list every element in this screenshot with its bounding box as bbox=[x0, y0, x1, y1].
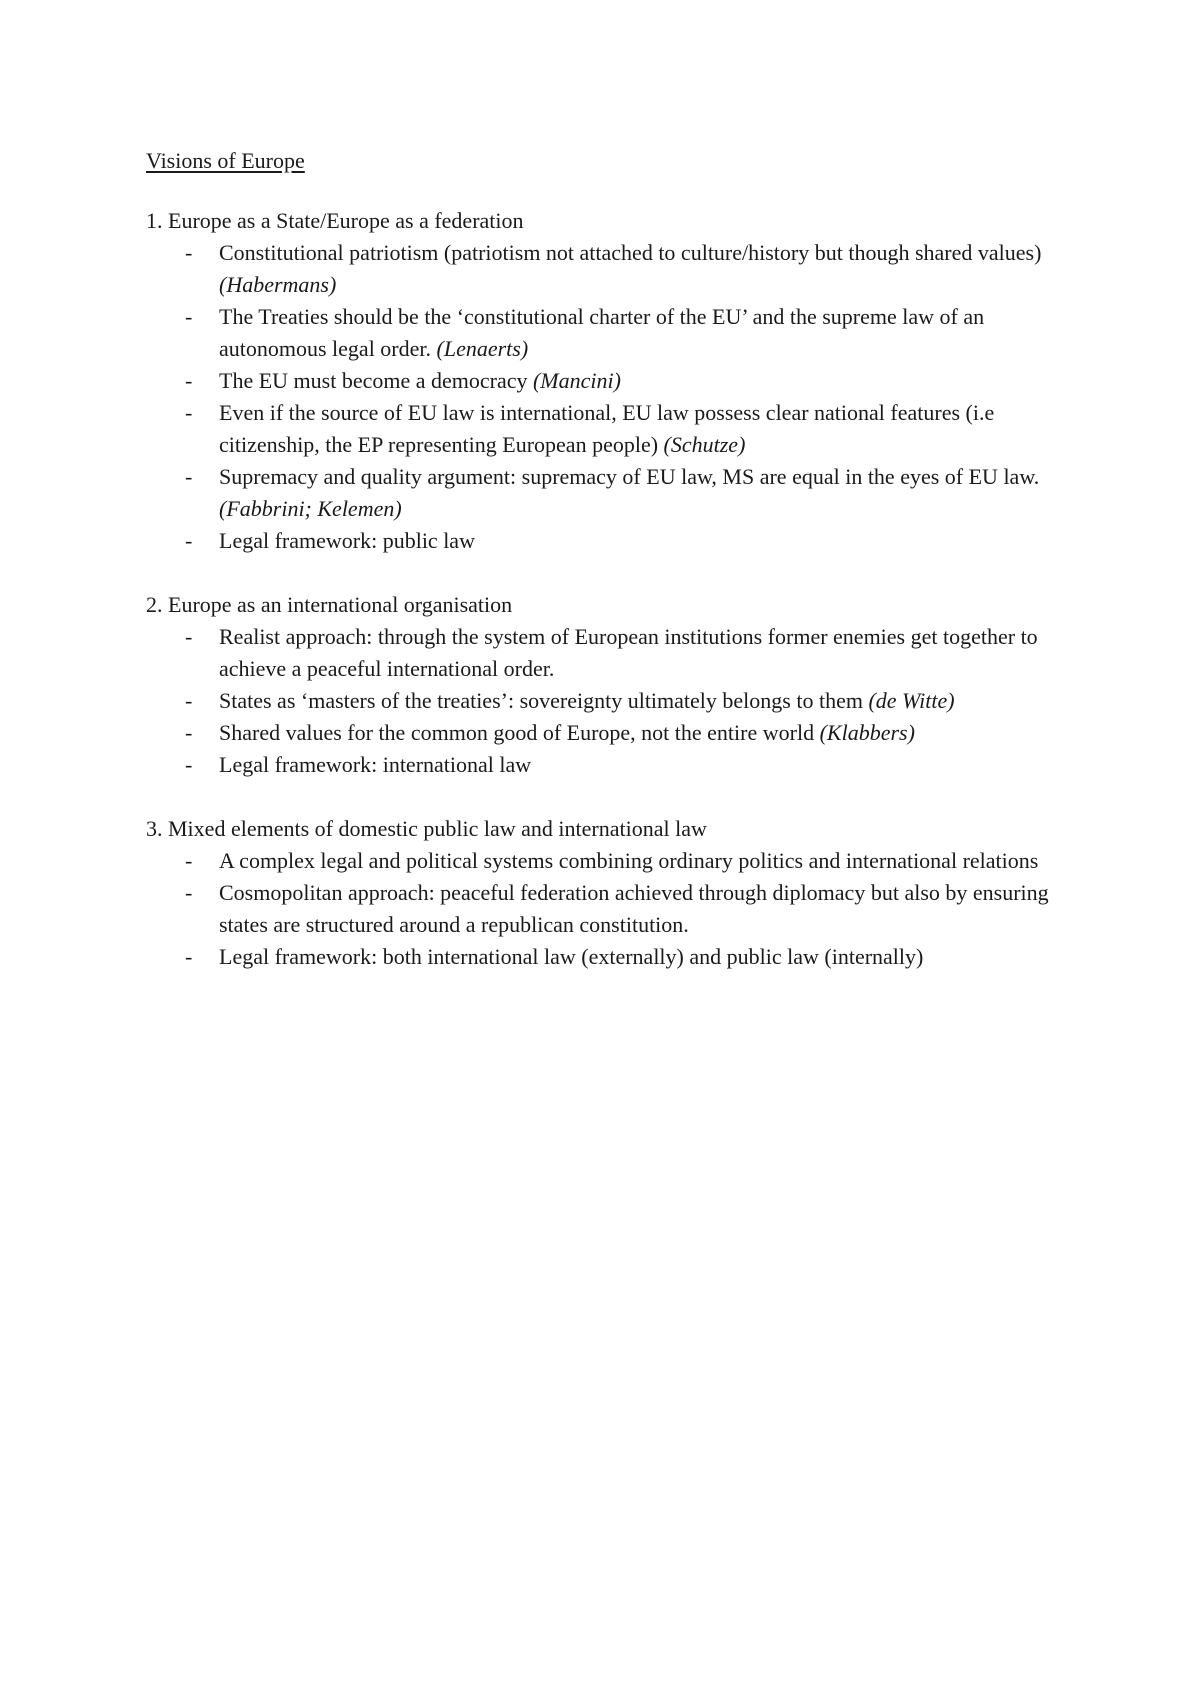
list-item bbox=[146, 237, 1066, 301]
section-2 bbox=[146, 589, 1066, 781]
list-item bbox=[146, 621, 1066, 685]
list-item bbox=[146, 365, 1066, 397]
document-body bbox=[146, 145, 1066, 1005]
dash-marker: - bbox=[185, 880, 193, 905]
bullet-text: Constitutional patriotism (patriotism not attached to culture/history but though shared values) bbox=[219, 240, 1042, 265]
bullet-text: Cosmopolitan approach: peaceful federation achieved through diplomacy but also by ensuring states are structured around a republican constitution. bbox=[219, 880, 1049, 937]
list-item bbox=[146, 877, 1066, 941]
list-item bbox=[146, 301, 1066, 365]
citation: (Mancini) bbox=[532, 368, 621, 393]
list-item bbox=[146, 941, 1066, 973]
dash-marker: - bbox=[185, 688, 193, 713]
section-heading: 3. Mixed elements of domestic public law and international law bbox=[146, 816, 707, 841]
citation: (Klabbers) bbox=[819, 720, 915, 745]
bullet-list bbox=[146, 845, 1066, 973]
bullet-list bbox=[146, 237, 1066, 557]
list-item bbox=[146, 397, 1066, 461]
dash-marker: - bbox=[185, 304, 193, 329]
bullet-text: Legal framework: public law bbox=[219, 528, 475, 553]
section-heading: 1. Europe as a State/Europe as a federation bbox=[146, 208, 524, 233]
dash-marker: - bbox=[185, 720, 193, 745]
bullet-text: Supremacy and quality argument: supremacy of EU law, MS are equal in the eyes of EU law. bbox=[219, 464, 1040, 489]
list-item bbox=[146, 685, 1066, 717]
citation: (Schutze) bbox=[663, 432, 746, 457]
bullet-text: Realist approach: through the system of European institutions former enemies get together to achieve a peaceful international order. bbox=[219, 624, 1038, 681]
section-1 bbox=[146, 205, 1066, 557]
citation: (Lenaerts) bbox=[436, 336, 529, 361]
dash-marker: - bbox=[185, 848, 193, 873]
list-item bbox=[146, 525, 1066, 557]
dash-marker: - bbox=[185, 400, 193, 425]
document-title: Visions of Europe bbox=[146, 148, 305, 173]
section-heading: 2. Europe as an international organisation bbox=[146, 592, 513, 617]
dash-marker: - bbox=[185, 752, 193, 777]
dash-marker: - bbox=[185, 944, 193, 969]
section-3 bbox=[146, 813, 1066, 973]
bullet-text: Shared values for the common good of Europe, not the entire world bbox=[219, 720, 820, 745]
sections-container bbox=[146, 205, 1066, 973]
dash-marker: - bbox=[185, 528, 193, 553]
bullet-text: A complex legal and political systems combining ordinary politics and international relations bbox=[219, 848, 1039, 873]
bullet-text: States as ‘masters of the treaties’: sovereignty ultimately belongs to them bbox=[219, 688, 869, 713]
list-item bbox=[146, 749, 1066, 781]
citation: (Fabbrini; Kelemen) bbox=[219, 496, 402, 521]
bullet-text: Legal framework: international law bbox=[219, 752, 532, 777]
bullet-text: Even if the source of EU law is international, EU law possess clear national features (i.e citizenship, the EP representing European people) bbox=[219, 400, 995, 457]
list-item bbox=[146, 461, 1066, 525]
dash-marker: - bbox=[185, 368, 193, 393]
citation: (de Witte) bbox=[868, 688, 955, 713]
citation: (Habermans) bbox=[219, 272, 337, 297]
dash-marker: - bbox=[185, 464, 193, 489]
list-item bbox=[146, 845, 1066, 877]
dash-marker: - bbox=[185, 624, 193, 649]
bullet-text: The EU must become a democracy bbox=[219, 368, 533, 393]
bullet-text: Legal framework: both international law (externally) and public law (internally) bbox=[219, 944, 924, 969]
bullet-list bbox=[146, 621, 1066, 781]
dash-marker: - bbox=[185, 240, 193, 265]
bullet-text: The Treaties should be the ‘constitutional charter of the EU’ and the supreme law of an autonomous legal order. bbox=[219, 304, 985, 361]
list-item bbox=[146, 717, 1066, 749]
